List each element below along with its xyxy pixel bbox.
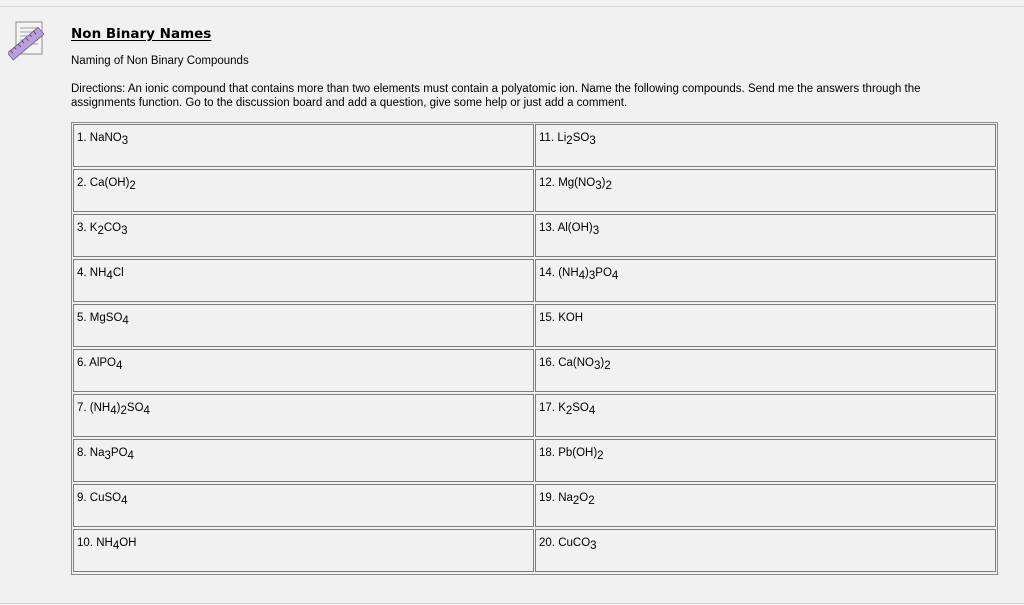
formula-subscript: 4 — [143, 405, 150, 417]
formula-text: ) — [585, 267, 589, 279]
formula-subscript: 4 — [110, 405, 117, 417]
compound-cell — [535, 394, 996, 437]
compound-formula — [89, 402, 150, 417]
compound-number: 8. — [77, 447, 90, 459]
compound-formula — [89, 177, 136, 192]
formula-text: K — [558, 402, 566, 414]
compound-cell — [535, 124, 996, 167]
compound-cell — [73, 439, 534, 482]
formula-subscript: 2 — [566, 135, 573, 147]
compound-formula — [89, 222, 128, 237]
formula-text: ) — [116, 402, 121, 414]
compounds-grid — [73, 124, 996, 572]
formula-subscript: 2 — [97, 225, 104, 237]
formula-subscript: 4 — [611, 270, 619, 282]
formula-text: K — [89, 222, 98, 234]
compound-formula — [558, 447, 604, 462]
formula-subscript: 4 — [112, 540, 120, 552]
formula-text: PO — [595, 267, 612, 279]
compound-cell — [535, 484, 996, 527]
formula-subscript: 3 — [592, 225, 600, 237]
formula-text: ) — [601, 177, 606, 189]
compound-number: 12. — [539, 177, 559, 189]
formula-text: Na — [558, 492, 573, 504]
formula-text: KOH — [558, 312, 584, 324]
compound-cell — [535, 439, 996, 482]
compound-formula — [89, 312, 129, 327]
compound-cell — [73, 529, 534, 572]
formula-subscript: 3 — [595, 180, 602, 192]
formula-subscript: 4 — [122, 315, 129, 327]
formula-text: Pb(OH) — [558, 447, 598, 459]
compound-formula — [96, 537, 137, 552]
formula-text: CO — [103, 222, 122, 234]
compound-number: 17. — [539, 402, 559, 414]
compound-cell — [73, 349, 534, 392]
compound-number: 13. — [539, 222, 558, 234]
directions-text: Directions: An ionic compound that contains more than two elements must contain a polyatomic ion. Name the following compounds. Send me the answers through the assignments function. Go to the discussion board and add a question, give some help or just add a comment. — [71, 83, 921, 109]
compound-cell — [73, 169, 534, 212]
compound-number: 19. — [539, 492, 559, 504]
formula-subscript: 3 — [593, 360, 601, 372]
compound-number: 7. — [77, 402, 90, 414]
formula-text: PO — [110, 447, 128, 459]
formula-text: SO — [572, 132, 590, 144]
formula-subscript: 4 — [127, 450, 134, 462]
compound-number: 4. — [77, 267, 90, 279]
document-ruler-icon — [8, 18, 46, 64]
formula-text: AlPO — [89, 357, 116, 369]
formula-text: MgSO — [89, 312, 123, 324]
compound-number: 14. — [539, 267, 559, 279]
formula-subscript: 2 — [588, 495, 595, 507]
compound-formula — [558, 267, 619, 282]
compound-cell — [73, 484, 534, 527]
compound-number: 2. — [77, 177, 90, 189]
formula-subscript: 2 — [120, 405, 127, 417]
compound-cell — [73, 304, 534, 347]
formula-text: CuCO — [558, 537, 591, 549]
compound-cell — [535, 304, 996, 347]
formula-subscript: 2 — [129, 180, 136, 192]
compound-cell — [535, 349, 996, 392]
formula-subscript: 3 — [588, 270, 596, 282]
formula-subscript: 4 — [578, 270, 586, 282]
compound-cell — [73, 124, 534, 167]
formula-text: SO — [572, 402, 589, 414]
compound-formula — [558, 492, 595, 507]
compound-formula — [557, 132, 596, 147]
compound-formula — [89, 492, 128, 507]
compound-cell — [535, 214, 996, 257]
compound-formula — [558, 312, 583, 324]
compound-number: 16. — [539, 357, 559, 369]
compound-number: 20. — [539, 537, 559, 549]
formula-text: Ca(OH) — [89, 177, 130, 189]
compound-number: 10. — [77, 537, 97, 549]
formula-text: Ca(NO — [558, 357, 594, 369]
formula-text: (NH — [89, 402, 111, 414]
formula-text: ) — [600, 357, 605, 369]
formula-subscript: 4 — [106, 270, 113, 282]
compound-number: 6. — [77, 357, 90, 369]
compound-cell — [535, 529, 996, 572]
formula-subscript: 2 — [605, 180, 612, 192]
formula-text: O — [579, 492, 589, 504]
formula-text: Cl — [112, 267, 124, 279]
formula-text: Li — [557, 132, 567, 144]
compound-formula — [558, 357, 611, 372]
compound-formula — [558, 402, 596, 417]
formula-subscript: 2 — [565, 405, 573, 417]
compound-number: 1. — [77, 132, 90, 144]
compound-formula — [89, 357, 123, 372]
formula-subscript: 2 — [604, 360, 611, 372]
compound-formula — [557, 222, 600, 237]
compound-cell — [535, 259, 996, 302]
formula-subscript: 3 — [121, 135, 129, 147]
formula-text: NH — [89, 267, 107, 279]
compound-number: 9. — [77, 492, 90, 504]
formula-text: NaNO — [89, 132, 122, 144]
compound-number: 3. — [77, 222, 90, 234]
compound-formula — [558, 537, 597, 552]
formula-subscript: 3 — [121, 225, 128, 237]
compound-formula — [89, 447, 134, 462]
formula-text: Mg(NO — [558, 177, 596, 189]
compound-cell — [73, 259, 534, 302]
formula-subscript: 4 — [116, 360, 123, 372]
formula-subscript: 3 — [589, 135, 596, 147]
formula-subscript: 3 — [104, 450, 111, 462]
formula-subscript: 2 — [572, 495, 580, 507]
bottom-divider — [0, 603, 1024, 604]
formula-text: CuSO — [89, 492, 122, 504]
compound-formula — [89, 267, 124, 282]
page-subtitle: Naming of Non Binary Compounds — [71, 55, 249, 67]
compound-formula — [558, 177, 612, 192]
compound-cell — [73, 394, 534, 437]
page-title: Non Binary Names — [71, 26, 212, 42]
compound-number: 15. — [539, 312, 559, 324]
compound-number: 18. — [539, 447, 559, 459]
formula-text: SO — [126, 402, 144, 414]
compounds-table — [71, 122, 998, 575]
top-divider — [0, 6, 1024, 7]
compound-cell — [535, 169, 996, 212]
formula-text: OH — [119, 537, 137, 549]
compound-number: 11. — [539, 132, 558, 144]
formula-text: NH — [96, 537, 113, 549]
formula-subscript: 2 — [597, 450, 604, 462]
formula-text: (NH — [558, 267, 579, 279]
formula-subscript: 4 — [588, 405, 596, 417]
formula-subscript: 4 — [121, 495, 128, 507]
formula-text: Na — [89, 447, 105, 459]
compound-number: 5. — [77, 312, 90, 324]
compound-cell — [73, 214, 534, 257]
compound-formula — [89, 132, 129, 147]
formula-text: Al(OH) — [557, 222, 593, 234]
formula-subscript: 3 — [590, 540, 597, 552]
